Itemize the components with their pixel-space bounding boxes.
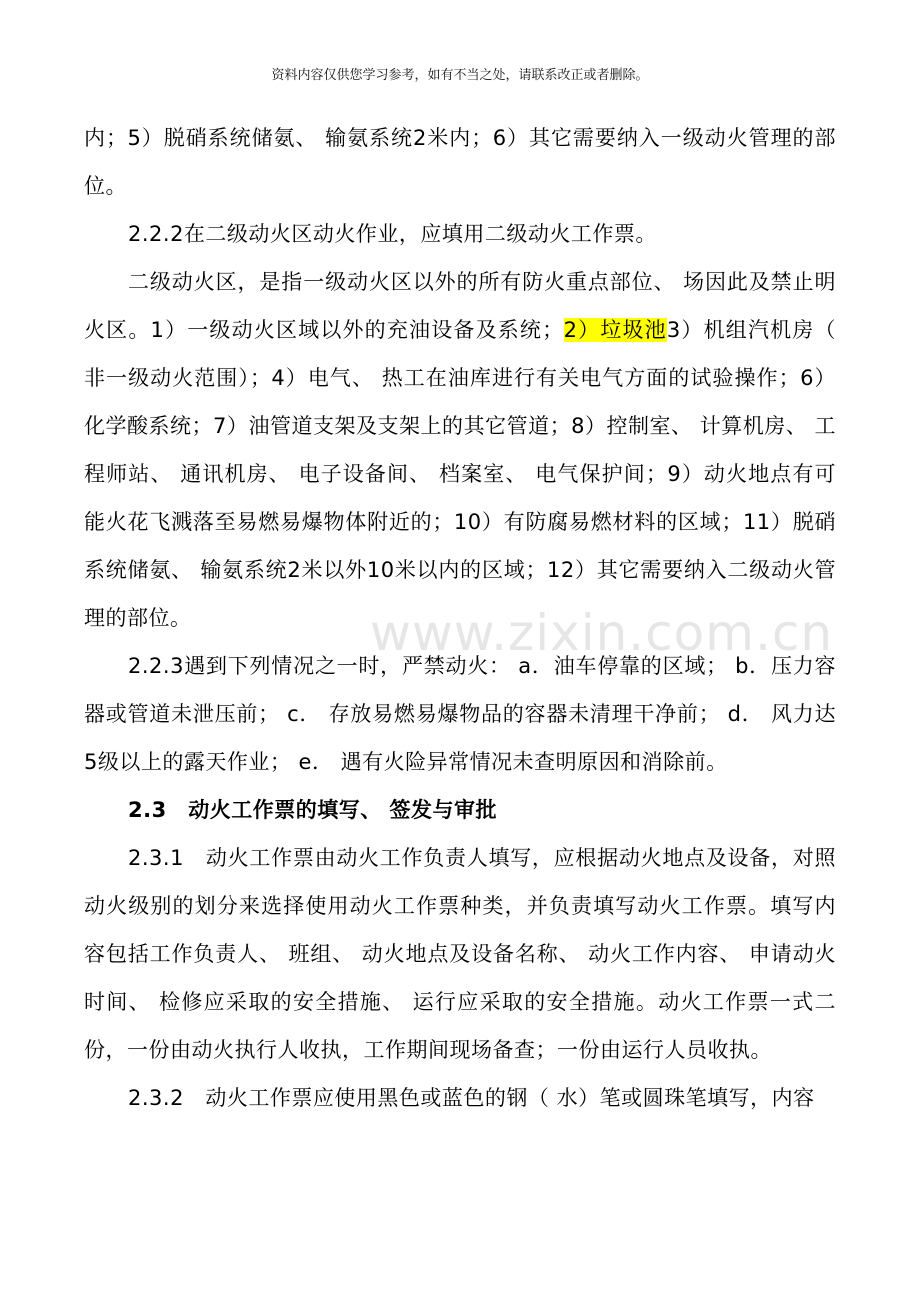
- highlighted-text: 2）垃圾池: [563, 318, 667, 342]
- paragraph-continuation: 内；5）脱硝系统储氨、 输氨系统2米内；6）其它需要纳入一级动火管理的部位。: [84, 126, 836, 198]
- paragraph-2-3-2: 2.3.2 动火工作票应使用黑色或蓝色的钢（ 水）笔或圆珠笔填写，内容: [128, 1086, 815, 1110]
- watermark: www.zixin.com.cn: [370, 604, 834, 662]
- paragraph-2-2-3: 2.2.3遇到下列情况之一时，严禁动火： a．油车停靠的区域； b．压力容器或管道未泄压前； c． 存放易燃易爆物品的容器未清理干净前； d． 风力达5级以上的露天作业； e． 遇有火险异常情况未查明原因和消除前。: [84, 654, 836, 774]
- section-heading-2-3: 2.3 动火工作票的填写、 签发与审批: [128, 798, 498, 822]
- paragraph-2-2-2: 2.2.2在二级动火区动火作业，应填用二级动火工作票。: [128, 222, 657, 246]
- paragraph-text-after-highlight: 3）机组汽机房（ 非一级动火范围）；4）电气、 热工在油库进行有关电气方面的试验操作；6）化学酸系统；7）油管道支架及支架上的其它管道；8）控制室、 计算机房、 工程师站、 通讯机房、 电子设备间、 档案室、 电气保护间；9）动火地点有可能火花飞溅落至易燃易爆物体附近的；10）有防腐易燃材料的区域；11）脱硝系统储氨、 输氨系统2米以外10米以内的区域；12）其它需要纳入二级动火管理的部位。: [84, 318, 836, 630]
- paragraph-second-level-zone: [84, 258, 836, 642]
- paragraph-2-3-1: 2.3.1 动火工作票由动火工作负责人填写，应根据动火地点及设备，对照动火级别的划分来选择使用动火工作票种类，并负责填写动火工作票。填写内容包括工作负责人、 班组、 动火地点及设备名称、 动火工作内容、 申请动火时间、 检修应采取的安全措施、 运行应采取的安全措施。动火工作票一式二份，一份由动火执行人收执，工作期间现场备查；一份由运行人员收执。: [84, 846, 836, 1062]
- paragraph-text-before-highlight: 二级动火区，是指一级动火区以外的所有防火重点部位、 场因此及禁止明火区。1）一级动火区域以外的充油设备及系统；: [84, 270, 836, 342]
- header-disclaimer: 资料内容仅供您学习参考，如有不当之处，请联系改正或者删除。: [271, 68, 649, 83]
- document-body: [84, 114, 836, 1122]
